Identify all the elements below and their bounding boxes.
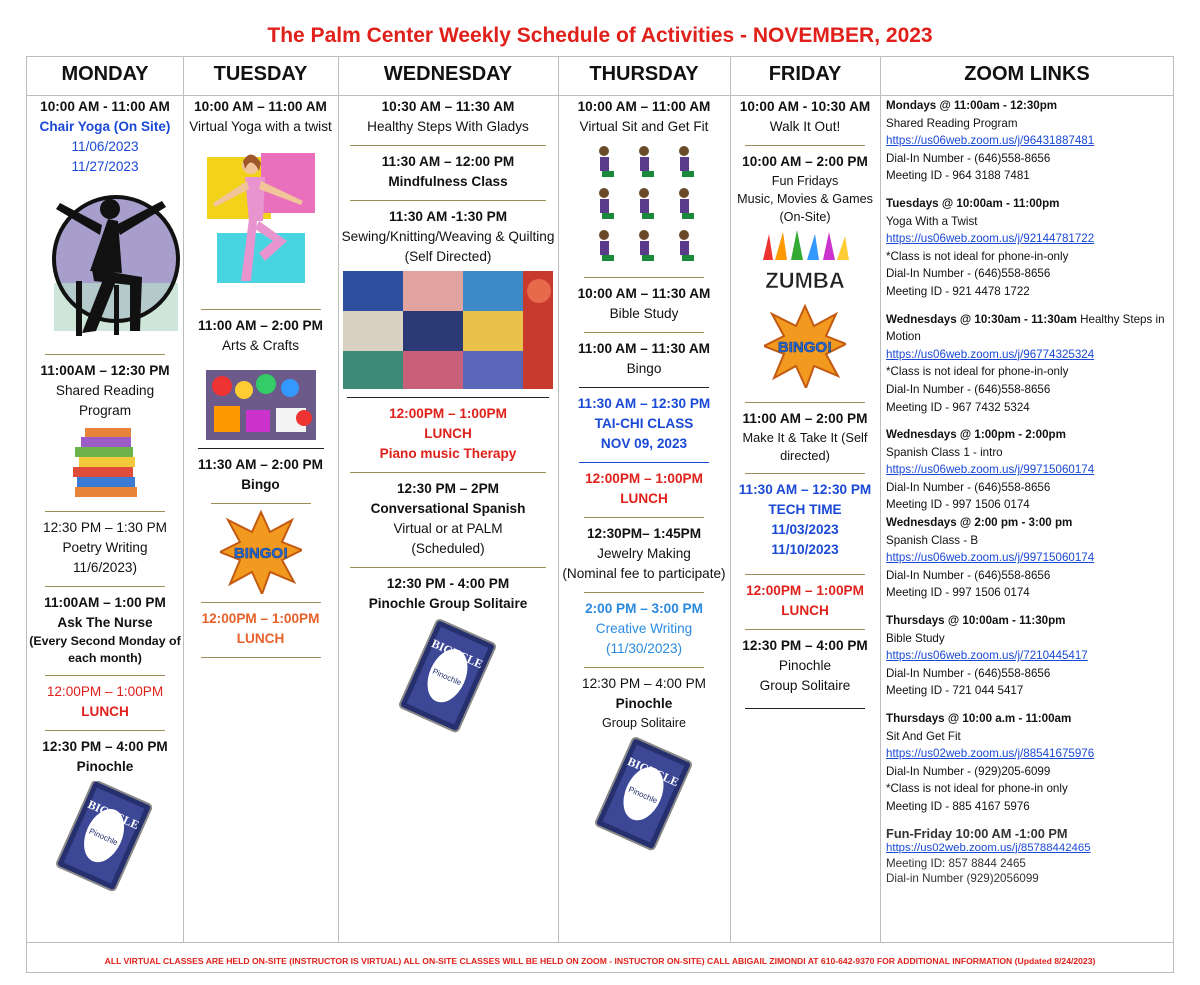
event-name: TAI-CHI CLASS <box>594 416 694 431</box>
event-date: 11/27/2023 <box>71 159 139 174</box>
arts-crafts-image <box>206 370 316 440</box>
zoom-class-name: Yoga With a Twist <box>886 214 978 228</box>
zoom-dial-in: Dial-In Number - (646)558-8656 <box>886 267 1051 281</box>
zoom-entry <box>886 514 1171 602</box>
divider <box>183 57 184 942</box>
event-name: Poetry Writing <box>62 540 148 555</box>
bingo-burst-image <box>764 304 846 388</box>
zoom-meeting-id: Meeting ID - 964 3188 7481 <box>886 169 1030 183</box>
event-name: Virtual Sit and Get Fit <box>579 119 709 134</box>
zoom-link[interactable]: https://us06web.zoom.us/j/99715060174 <box>886 463 1095 477</box>
event-note: Music, Movies & Games (On-Site) <box>737 192 873 224</box>
event-time: 11:30 AM -1:30 PM <box>388 209 508 224</box>
zumba-text: ZUMBA <box>765 268 845 293</box>
zoom-links-column <box>886 97 1171 896</box>
card-brand: BICYCLE <box>429 636 486 672</box>
event-name: Jewelry Making <box>597 546 691 561</box>
event-name: Shared Reading Program <box>55 383 155 418</box>
event-time: 10:00 AM – 11:00 AM <box>577 99 711 114</box>
bingo-burst-image <box>220 510 302 594</box>
zoom-link[interactable]: https://us02web.zoom.us/j/88541675976 <box>886 747 1095 761</box>
zoom-dial-in: Dial-In Number - (646)558-8656 <box>886 382 1051 396</box>
event-time: 10:30 AM – 11:30 AM <box>381 99 515 114</box>
event-name: Pinochle <box>615 696 673 711</box>
event-time: 11:00AM – 12:30 PM <box>40 363 170 378</box>
zoom-meeting-id: Meeting ID - 721 044 5417 <box>886 684 1024 698</box>
zoom-heading: Thursdays @ 10:00 a.m - 11:00am <box>886 712 1072 725</box>
zoom-link[interactable]: https://us06web.zoom.us/j/7210445417 <box>886 649 1088 663</box>
bingo-text: BINGO! <box>777 339 833 356</box>
footer-note: ALL VIRTUAL CLASSES ARE HELD ON-SITE (INSTRUCTOR IS VIRTUAL) ALL ON-SITE CLASSES WILL BE HELD ON ZOOM - INSTUCTOR ON-SITE) CALL ABIGAIL ZIMONDI AT 610-642-9370 FOR ADDITIONAL INFORMATION (Updated 8/24/2023) <box>104 956 1096 966</box>
zoom-dial-in: Dial-in Number (929)2056099 <box>886 871 1039 885</box>
zoom-dial-in: Dial-In Number - (646)558-8656 <box>886 568 1051 582</box>
event-name: Chair Yoga (On Site) <box>39 119 171 134</box>
event-date: (11/30/2023) <box>605 641 683 656</box>
zoom-link[interactable]: https://us02web.zoom.us/j/85788442465 <box>886 841 1091 854</box>
zoom-link[interactable]: https://us06web.zoom.us/j/92144781722 <box>886 232 1095 246</box>
event-name: Pinochle <box>76 759 134 774</box>
card-brand: BICYCLE <box>625 754 682 790</box>
sit-and-fit-image <box>584 141 704 269</box>
zoom-dial-in: Dial-In Number - (646)558-8656 <box>886 666 1051 680</box>
event-time: 10:00 AM – 11:30 AM <box>577 286 711 301</box>
zoom-heading: Wednesdays @ 10:30am - 11:30am <box>886 312 1077 326</box>
header-monday: MONDAY <box>61 63 149 85</box>
event-time: 12:30 PM – 4:00 PM <box>582 676 706 691</box>
card-brand: BICYCLE <box>85 797 142 833</box>
header-zoom-links: ZOOM LINKS <box>964 63 1090 85</box>
zoom-meeting-id: Meeting ID - 967 7432 5324 <box>886 400 1030 414</box>
event-name: Walk It Out! <box>769 119 841 134</box>
bingo-text: BINGO! <box>233 545 288 562</box>
event-time: 12:00PM – 1:00PM <box>46 684 164 699</box>
event-time: 11:00 AM – 11:30 AM <box>578 341 710 356</box>
zoom-note: *Class is not ideal for phone-in-only <box>886 249 1069 263</box>
event-time: 12:00PM – 1:00PM <box>746 583 864 598</box>
event-name: LUNCH <box>781 603 829 618</box>
zoom-heading: Fun-Friday 10:00 AM -1:00 PM <box>886 825 1068 841</box>
event-time: 11:30 AM – 12:30 PM <box>577 396 711 411</box>
zoom-meeting-id: Meeting ID - 921 4478 1722 <box>886 284 1030 298</box>
zoom-entry <box>886 612 1171 700</box>
zoom-note: *Class is not ideal for phone-in only <box>886 782 1068 796</box>
zoom-entry <box>886 97 1171 185</box>
event-name: TECH TIME <box>768 502 842 517</box>
event-note: (Every Second Monday of each month) <box>29 634 181 665</box>
zoom-meeting-id: Meeting ID - 997 1506 0174 <box>886 586 1030 600</box>
wednesday-column <box>340 97 556 740</box>
event-name: LUNCH <box>424 426 472 441</box>
event-time: 12:00PM – 1:00PM <box>585 471 703 486</box>
zoom-note: *Class is not ideal for phone-in-only <box>886 365 1069 379</box>
zoom-class-name: Spanish Class 1 - intro <box>886 445 1003 459</box>
event-note: Group Solitaire <box>602 716 686 730</box>
event-name: Bingo <box>626 361 662 376</box>
card-sub: Pinochle <box>431 666 463 688</box>
event-name: Healthy Steps With Gladys <box>367 119 529 134</box>
zoom-class-name: Healthy Steps in Motion <box>886 312 1165 344</box>
event-time: 12:30 PM – 1:30 PM <box>43 520 167 535</box>
zoom-dial-in: Dial-In Number - (646)558-8656 <box>886 151 1051 165</box>
pinochle-card-image <box>393 618 503 736</box>
event-time: 12:00PM – 1:00PM <box>389 406 507 421</box>
yoga-woman-image <box>203 141 319 301</box>
zoom-class-name: Bible Study <box>886 631 945 645</box>
event-note: Group Solitaire <box>759 678 851 693</box>
zoom-heading: Wednesdays @ 1:00pm - 2:00pm <box>886 428 1066 442</box>
zoom-dial-in: Dial-In Number - (929)205-6099 <box>886 764 1051 778</box>
zoom-class-name: Sit And Get Fit <box>886 729 961 743</box>
zumba-image <box>757 230 853 300</box>
zoom-heading: Wednesdays @ 2:00 pm - 3:00 pm <box>886 516 1073 530</box>
event-name: LUNCH <box>620 491 668 506</box>
event-time: 12:00PM – 1:00PM <box>201 611 320 626</box>
header-wednesday: WEDNESDAY <box>383 63 513 85</box>
pinochle-card-image <box>50 781 160 891</box>
event-date: 11/03/2023 <box>771 522 839 537</box>
event-time: 12:30 PM – 2PM <box>397 481 499 496</box>
event-name: Ask The Nurse <box>57 615 153 630</box>
monday-column <box>29 97 181 895</box>
zoom-class-name: Shared Reading Program <box>886 116 1018 130</box>
event-name: Pinochle <box>778 658 832 673</box>
event-name: LUNCH <box>236 631 285 646</box>
zoom-heading: Mondays @ 11:00am - 12:30pm <box>886 99 1058 112</box>
event-time: 11:30 AM – 12:00 PM <box>381 154 515 169</box>
event-time: 12:30 PM – 4:00 PM <box>742 638 868 653</box>
event-time: 10:00 AM - 10:30 AM <box>739 99 871 114</box>
page-title: The Palm Center Weekly Schedule of Activities - NOVEMBER, 2023 <box>267 24 933 47</box>
zoom-entry <box>886 710 1171 816</box>
zoom-entry <box>886 426 1171 514</box>
event-time: 12:30PM– 1:45PM <box>586 526 702 541</box>
divider <box>880 57 881 942</box>
zoom-meeting-id: Meeting ID - 997 1506 0174 <box>886 498 1030 512</box>
chair-yoga-image <box>30 181 180 346</box>
event-time: 10:00 AM – 2:00 PM <box>742 154 868 169</box>
zoom-heading: Tuesdays @ 10:00am - 11:00pm <box>886 196 1060 210</box>
zoom-link[interactable]: https://us06web.zoom.us/j/96774325324 <box>886 347 1095 361</box>
event-note: (Self Directed) <box>404 249 492 264</box>
schedule-grid <box>26 56 1174 973</box>
divider <box>338 57 339 942</box>
tuesday-column <box>185 97 336 664</box>
event-date: 11/10/2023 <box>771 542 839 557</box>
thursday-column <box>560 97 728 858</box>
event-name: Creative Writing <box>595 621 693 636</box>
zoom-entry <box>886 311 1171 417</box>
books-image <box>65 425 145 503</box>
event-name: Sewing/Knitting/Weaving & Quilting <box>341 229 555 244</box>
event-date: NOV 09, 2023 <box>600 436 688 451</box>
zoom-meeting-id: Meeting ID: 857 8844 2465 <box>886 856 1026 870</box>
event-time: 12:30 PM - 4:00 PM <box>386 576 510 591</box>
event-note: Piano music Therapy <box>379 446 517 461</box>
zoom-heading: Thursdays @ 10:00am - 11:30pm <box>886 614 1066 628</box>
event-date: 11/06/2023 <box>71 139 139 154</box>
zoom-dial-in: Dial-In Number - (646)558-8656 <box>886 480 1051 494</box>
zoom-link[interactable]: https://us06web.zoom.us/j/99715060174 <box>886 551 1095 565</box>
event-name: Virtual Yoga with a twist <box>189 119 332 134</box>
event-time: 10:00 AM – 11:00 AM <box>194 99 327 114</box>
zoom-entry <box>886 195 1171 301</box>
event-time: 12:30 PM – 4:00 PM <box>42 739 168 754</box>
zoom-class-name: Spanish Class - B <box>886 533 979 547</box>
event-name: Arts & Crafts <box>221 338 300 353</box>
card-sub: Pinochle <box>87 826 120 848</box>
event-name: Make It & Take It (Self directed) <box>742 430 868 463</box>
friday-column <box>732 97 878 715</box>
header-thursday: THURSDAY <box>589 63 699 85</box>
event-time: 2:00 PM – 3:00 PM <box>585 601 703 616</box>
header-friday: FRIDAY <box>768 63 842 85</box>
event-name: LUNCH <box>81 704 129 719</box>
event-time: 11:00 AM – 2:00 PM <box>742 411 868 426</box>
event-name: Conversational Spanish <box>370 501 526 516</box>
event-note: Virtual or at PALM <box>393 521 503 536</box>
zoom-meeting-id: Meeting ID - 885 4167 5976 <box>886 799 1030 813</box>
card-sub: Pinochle <box>627 784 659 806</box>
event-name: Pinochle Group Solitaire <box>368 596 528 611</box>
divider <box>730 57 731 942</box>
event-name: Mindfulness Class <box>388 174 508 189</box>
event-time: 11:00 AM – 2:00 PM <box>198 318 323 333</box>
event-time: 11:00AM – 1:00 PM <box>44 595 166 610</box>
quilting-image <box>343 271 553 389</box>
event-date: 11/6/2023) <box>73 560 137 575</box>
divider <box>558 57 559 942</box>
zoom-link[interactable]: https://us06web.zoom.us/j/96431887481 <box>886 134 1095 148</box>
header-tuesday: TUESDAY <box>213 63 308 85</box>
event-name: Fun Fridays <box>771 174 839 188</box>
event-time: 10:00 AM - 11:00 AM <box>40 99 170 114</box>
event-name: Bible Study <box>609 306 679 321</box>
pinochle-card-image <box>589 736 699 854</box>
event-name: Bingo <box>241 477 280 492</box>
event-time: 11:30 AM – 2:00 PM <box>198 457 323 472</box>
event-time: 11:30 AM – 12:30 PM <box>738 482 872 497</box>
event-note: (Scheduled) <box>411 541 485 556</box>
zoom-entry <box>886 826 1171 886</box>
divider <box>27 95 1173 96</box>
event-note: (Nominal fee to participate) <box>562 566 726 581</box>
divider <box>27 942 1173 943</box>
